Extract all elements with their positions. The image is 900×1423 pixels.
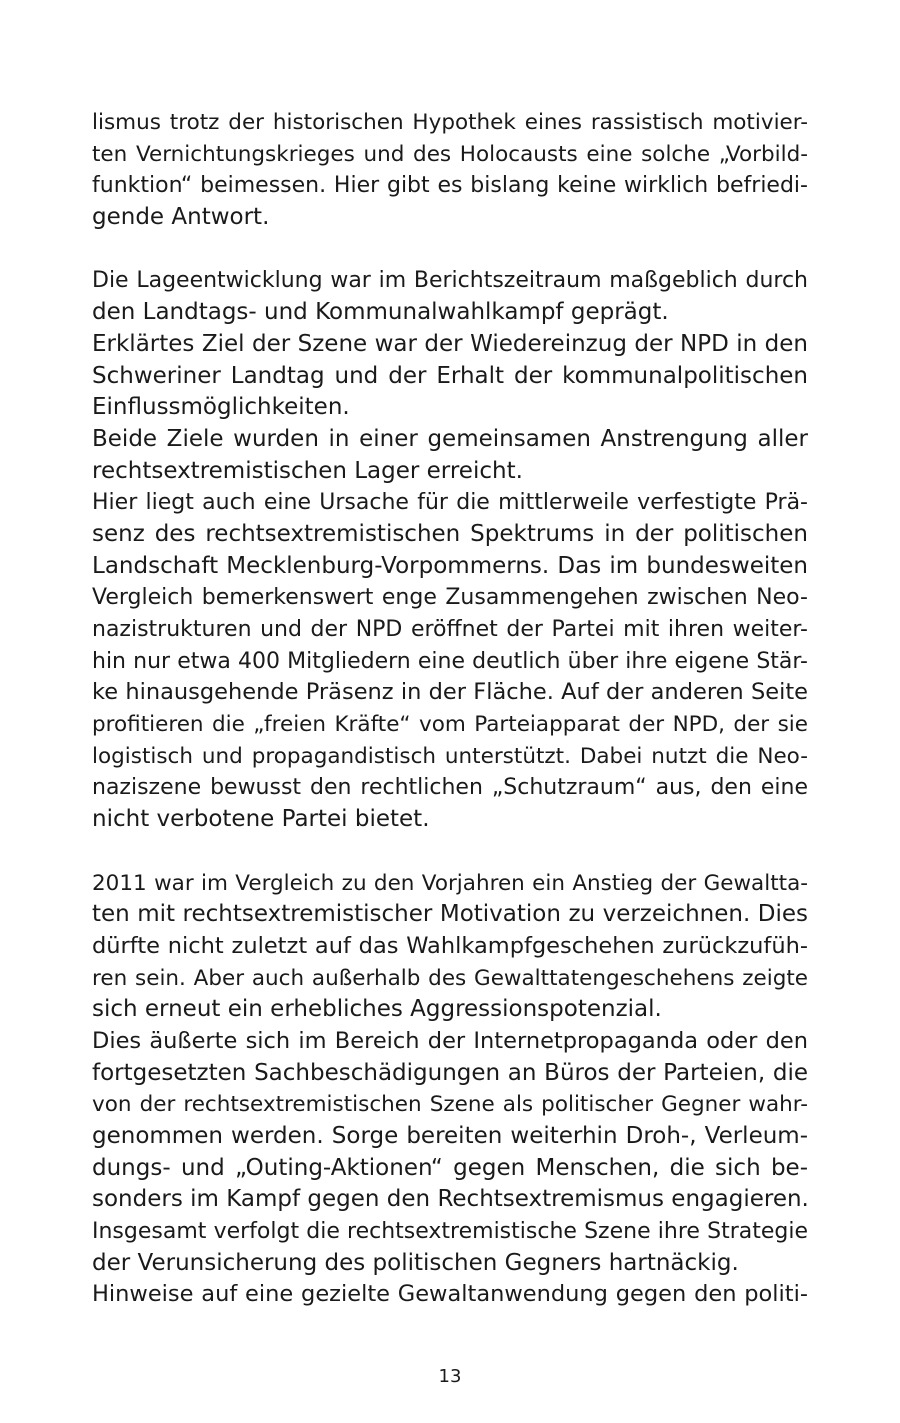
text-line: 2011 war im Vergleich zu den Vorjahren ein Anstieg der Gewaltta- [92, 870, 808, 896]
text-line: Hinweise auf eine gezielte Gewaltanwendung gegen den politi- [92, 1281, 808, 1308]
text-line: lismus trotz der historischen Hypothek eines rassistisch motivier- [92, 110, 808, 135]
text-line: rechtsextremistischen Lager erreicht. [92, 457, 523, 484]
text-line: Schweriner Landtag und der Erhalt der kommunalpolitischen [92, 362, 808, 389]
text-line: der Verunsicherung des politischen Gegners hartnäckig. [92, 1249, 739, 1276]
text-line: Vergleich bemerkenswert enge Zusammengehen zwischen Neo- [92, 585, 808, 611]
text-line: Erklärtes Ziel der Szene war der Wiedereinzug der NPD in den [92, 330, 808, 357]
text-line: ten mit rechtsextremistischer Motivation zu verzeichnen. Dies [92, 901, 808, 928]
text-line: dürfte nicht zuletzt auf das Wahlkampfgeschehen zurückzufüh- [92, 932, 808, 959]
text-line: gende Antwort. [92, 204, 270, 231]
paragraph-gap [92, 836, 808, 868]
text-line: fortgesetzten Sachbeschädigungen an Büros der Parteien, die [92, 1059, 808, 1086]
text-line: ren sein. Aber auch außerhalb des Gewalttatengeschehens zeigte [92, 965, 808, 991]
text-line: Die Lageentwicklung war im Berichtszeitraum maßgeblich durch [92, 268, 808, 294]
text-line: dungs- und „Outing-Aktionen“ gegen Menschen, die sich be- [92, 1154, 808, 1181]
paragraph-gap [92, 234, 808, 266]
page-number: 13 [438, 1366, 462, 1387]
text-line: senz des rechtsextremistischen Spektrums in der politischen [92, 520, 808, 547]
text-line: nazistrukturen und der NPD eröffnet der Partei mit ihren weiter- [92, 617, 808, 642]
text-line: Dies äußerte sich im Bereich der Internetpropaganda oder den [92, 1027, 808, 1054]
text-line: Einflussmöglichkeiten. [92, 394, 350, 421]
text-line: von der rechtsextremistischen Szene als politischer Gegner wahr- [92, 1092, 808, 1118]
text-line: ke hinausgehende Präsenz in der Fläche. Auf der anderen Seite [92, 679, 808, 706]
text-line: genommen werden. Sorge bereiten weiterhin Droh-, Verleum- [92, 1123, 808, 1149]
text-line: nicht verbotene Partei bietet. [92, 806, 430, 833]
text-line: Insgesamt verfolgt die rechtsextremistische Szene ihre Strategie [92, 1219, 808, 1245]
text-line: Landschaft Mecklenburg-Vorpommerns. Das im bundesweiten [92, 552, 808, 579]
text-line: logistisch und propagandistisch unterstützt. Dabei nutzt die Neo- [92, 743, 808, 769]
text-line: naziszene bewusst den rechtlichen „Schutzraum“ aus, den eine [92, 775, 808, 801]
text-line: hin nur etwa 400 Mitgliedern eine deutlich über ihre eigene Stär- [92, 648, 808, 674]
text-line: profitieren die „freien Kräfte“ vom Parteiapparat der NPD, der sie [92, 712, 808, 738]
text-line: Hier liegt auch eine Ursache für die mittlerweile verfestigte Prä- [92, 490, 808, 516]
text-line: den Landtags- und Kommunalwahlkampf geprägt. [92, 299, 669, 326]
text-line: sich erneut ein erhebliches Aggressionspotenzial. [92, 996, 662, 1023]
text-line: funktion“ beimessen. Hier gibt es bislang keine wirklich befriedi- [92, 173, 808, 199]
text-line: ten Vernichtungskrieges und des Holocausts eine solche „Vorbild- [92, 141, 808, 167]
text-line: Beide Ziele wurden in einer gemeinsamen Anstrengung aller [92, 425, 808, 452]
text-line: sonders im Kampf gegen den Rechtsextremismus engagieren. [92, 1186, 809, 1213]
page-body [92, 107, 808, 1311]
